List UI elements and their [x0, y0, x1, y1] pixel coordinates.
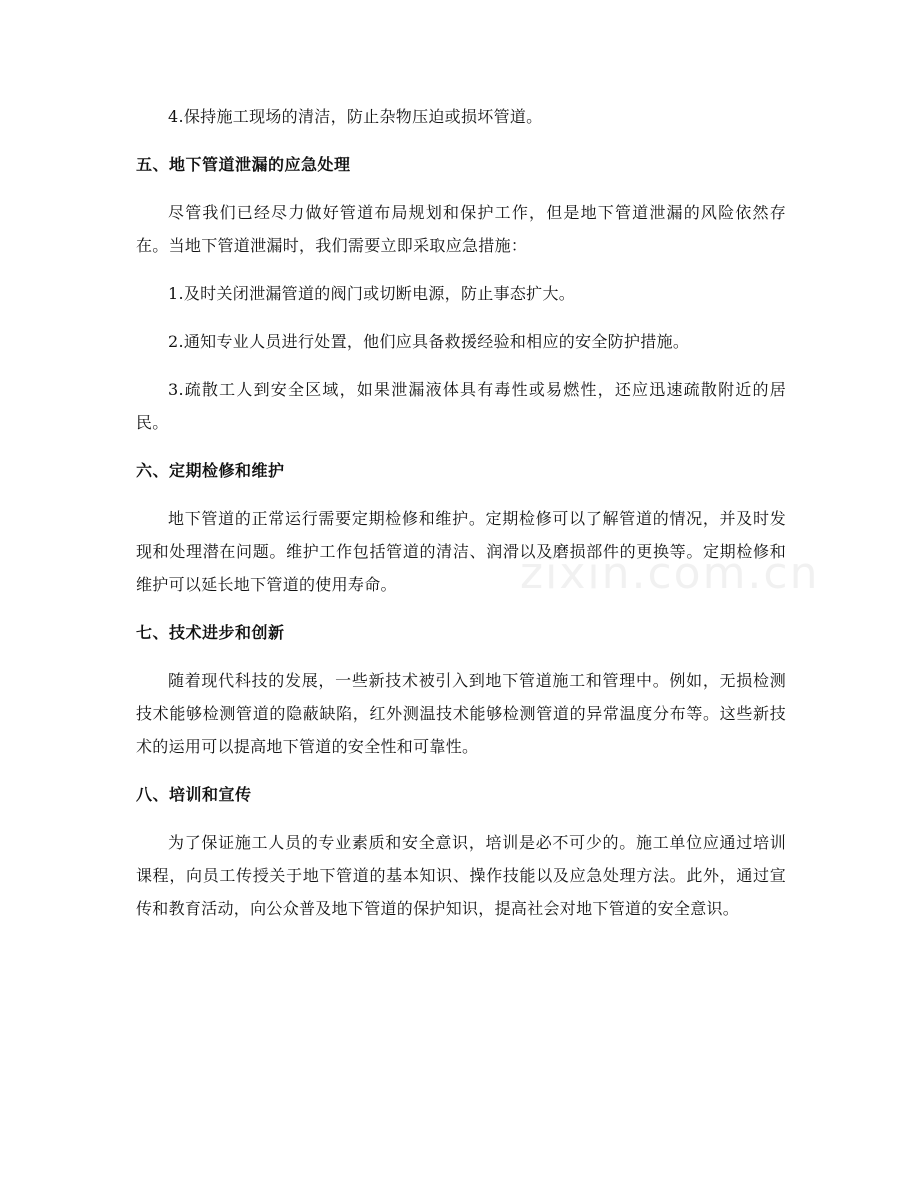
paragraph-step-1: 1.及时关闭泄漏管道的阀门或切断电源，防止事态扩大。	[168, 284, 576, 303]
document-body	[136, 100, 786, 925]
paragraph-technology: 随着现代科技的发展，一些新技术被引入到地下管道施工和管理中。例如，无损检测技术能够检测管道的隐蔽缺陷，红外测温技术能够检测管道的异常温度分布等。这些新技术的运用可以提高地下管道的安全性和可靠性。	[136, 671, 786, 756]
watermark-text: zixin.com.cn	[520, 548, 820, 599]
heading-section-6: 六、定期检修和维护	[136, 461, 285, 480]
paragraph-item-4: 4.保持施工现场的清洁，防止杂物压迫或损坏管道。	[168, 107, 543, 126]
paragraph-step-2: 2.通知专业人员进行处置，他们应具备救援经验和相应的安全防护措施。	[168, 332, 690, 351]
paragraph-training: 为了保证施工人员的专业素质和安全意识，培训是必不可少的。施工单位应通过培训课程，向员工传授关于地下管道的基本知识、操作技能以及应急处理方法。此外，通过宣传和教育活动，向公众普及地下管道的保护知识，提高社会对地下管道的安全意识。	[136, 833, 786, 918]
paragraph-step-3: 3.疏散工人到安全区域，如果泄漏液体具有毒性或易燃性，还应迅速疏散附近的居民。	[136, 380, 786, 432]
heading-section-8: 八、培训和宣传	[136, 785, 252, 804]
paragraph-intro-leak: 尽管我们已经尽力做好管道布局规划和保护工作，但是地下管道泄漏的风险依然存在。当地下管道泄漏时，我们需要立即采取应急措施：	[136, 203, 786, 255]
paragraph-maintenance: 地下管道的正常运行需要定期检修和维护。定期检修可以了解管道的情况，并及时发现和处理潜在问题。维护工作包括管道的清洁、润滑以及磨损部件的更换等。定期检修和维护可以延长地下管道的使用寿命。	[136, 509, 786, 594]
heading-section-5: 五、地下管道泄漏的应急处理	[136, 155, 351, 174]
heading-section-7: 七、技术进步和创新	[136, 623, 285, 642]
